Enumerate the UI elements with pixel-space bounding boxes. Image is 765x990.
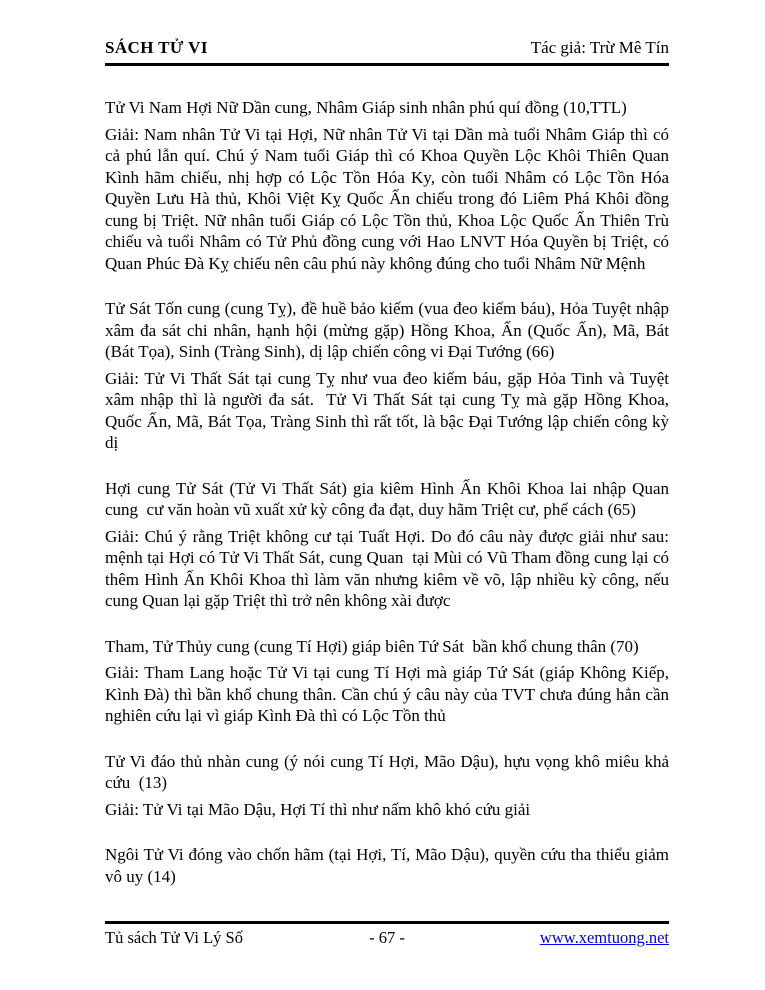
- website-link[interactable]: www.xemtuong.net: [539, 928, 669, 947]
- book-title: SÁCH TỬ VI: [105, 38, 208, 57]
- verse-explanation: Giải: Nam nhân Tử Vi tại Hợi, Nữ nhân Tử Vi tại Dần mà tuổi Nhâm Giáp thì có cả phú lẫn quí. Chú ý Nam tuổi Giáp thì có Khoa Quyền Lộc Khôi Thiên Quan Kình hãm chiếu, nhị hợp có Lộc Tồn Hóa Ky, còn tuổi Nhâm có Lộc Tồn Hóa Quyền Lưu Hà thủ, Khôi Việt Kỵ Quốc Ấn chiếu trong đó Liêm Phá Khôi đồng cung bị Triệt. Nữ nhân tuổi Giáp có Lộc Tồn thủ, Khoa Lộc Quốc Ấn Thiên Trù chiếu và tuổi Nhâm có Tử Phủ đồng cung với Hao LNVT Hóa Quyền bị Triệt, có Quan Phúc Đà Kỵ chiếu nên câu phú này không đúng cho tuổi Nhâm Nữ Mệnh: [105, 124, 674, 273]
- verse-statement: Ngôi Tử Vi đóng vào chốn hãm (tại Hợi, Tí, Mão Dậu), quyền cứu tha thiểu giảm vô uy (14): [105, 845, 674, 886]
- verse-explanation: Giải: Tử Vi Thất Sát tại cung Tỵ như vua đeo kiếm báu, gặp Hỏa Tinh và Tuyệt xâm nhập thì là người đa sát. Tử Vi Thất Sát tại cung Tỵ mà gặp Hồng Khoa, Quốc Ấn, Mã, Bát Tọa, Tràng Sinh thì rất tốt, là bậc Đại Tướng lập chiến công kỳ dị: [105, 368, 674, 452]
- verse-statement: Tử Vi Nam Hợi Nữ Dần cung, Nhâm Giáp sinh nhân phú quí đồng (10,TTL): [105, 98, 627, 117]
- page-header: [105, 38, 669, 66]
- page-footer: [105, 921, 669, 948]
- verse-statement: Hợi cung Tử Sát (Tử Vi Thất Sát) gia kiêm Hình Ấn Khôi Khoa lai nhập Quan cung cư văn hoàn vũ xuất xử kỳ công đa đạt, duy hãm Triệt cư, phế cách (65): [105, 478, 674, 519]
- footer-series-title: Tủ sách Tử Vi Lý Số: [105, 928, 243, 947]
- verse-section-5: [105, 751, 674, 821]
- verse-statement: Tham, Tử Thủy cung (cung Tí Hợi) giáp biên Tứ Sát bần khổ chung thân (70): [105, 636, 639, 656]
- verse-section-2: [105, 298, 674, 454]
- verse-section-3: [105, 478, 674, 612]
- verse-section-4: [105, 636, 674, 727]
- footer-page-number: - 67 -: [369, 928, 405, 947]
- verse-section-6: [105, 844, 674, 887]
- verse-statement: Tử Sát Tốn cung (cung Tỵ), đề huề bảo kiếm (vua đeo kiếm báu), Hỏa Tuyệt nhập xâm đa sát chi nhân, hạnh hội (mừng gặp) Hồng Khoa, Ấn (Quốc Ấn), Mã, Bát (Bát Tọa), Sinh (Tràng Sinh), dị lập chiến công vi Đại Tướng (66): [105, 299, 674, 361]
- verse-explanation: Giải: Chú ý rằng Triệt không cư tại Tuất Hợi. Do đó câu này được giải như sau: mệnh tại Hợi có Tử Vi Thất Sát, cung Quan tại Mùi có Vũ Tham đồng cung lại có thêm Hình Ấn Khôi Khoa thì làm văn nhưng kiêm về võ, lập nhiều kỳ công, nếu cung Quan lại gặp Triệt thì trở nên không xài được: [105, 526, 674, 610]
- author-credit: Tác giả: Trừ Mê Tín: [530, 38, 669, 57]
- verse-explanation: Giải: Tử Vi tại Mão Dậu, Hợi Tí thì như nấm khô khó cứu giải: [105, 799, 531, 819]
- page-body: [105, 97, 674, 911]
- verse-section-1: [105, 97, 674, 274]
- verse-statement: Tử Vi đáo thủ nhàn cung (ý nói cung Tí Hợi, Mão Dậu), hựu vọng khô miêu khả cứu (13): [105, 751, 674, 792]
- verse-explanation: Giải: Tham Lang hoặc Tử Vi tại cung Tí Hợi mà giáp Tứ Sát (giáp Không Kiếp, Kình Đà) thì bần khổ chung thân. Cần chú ý câu này của TVT chưa đúng hẳn cần nghiên cứu lại vì giáp Kình Đà thì có Lộc Tồn thủ: [105, 663, 674, 725]
